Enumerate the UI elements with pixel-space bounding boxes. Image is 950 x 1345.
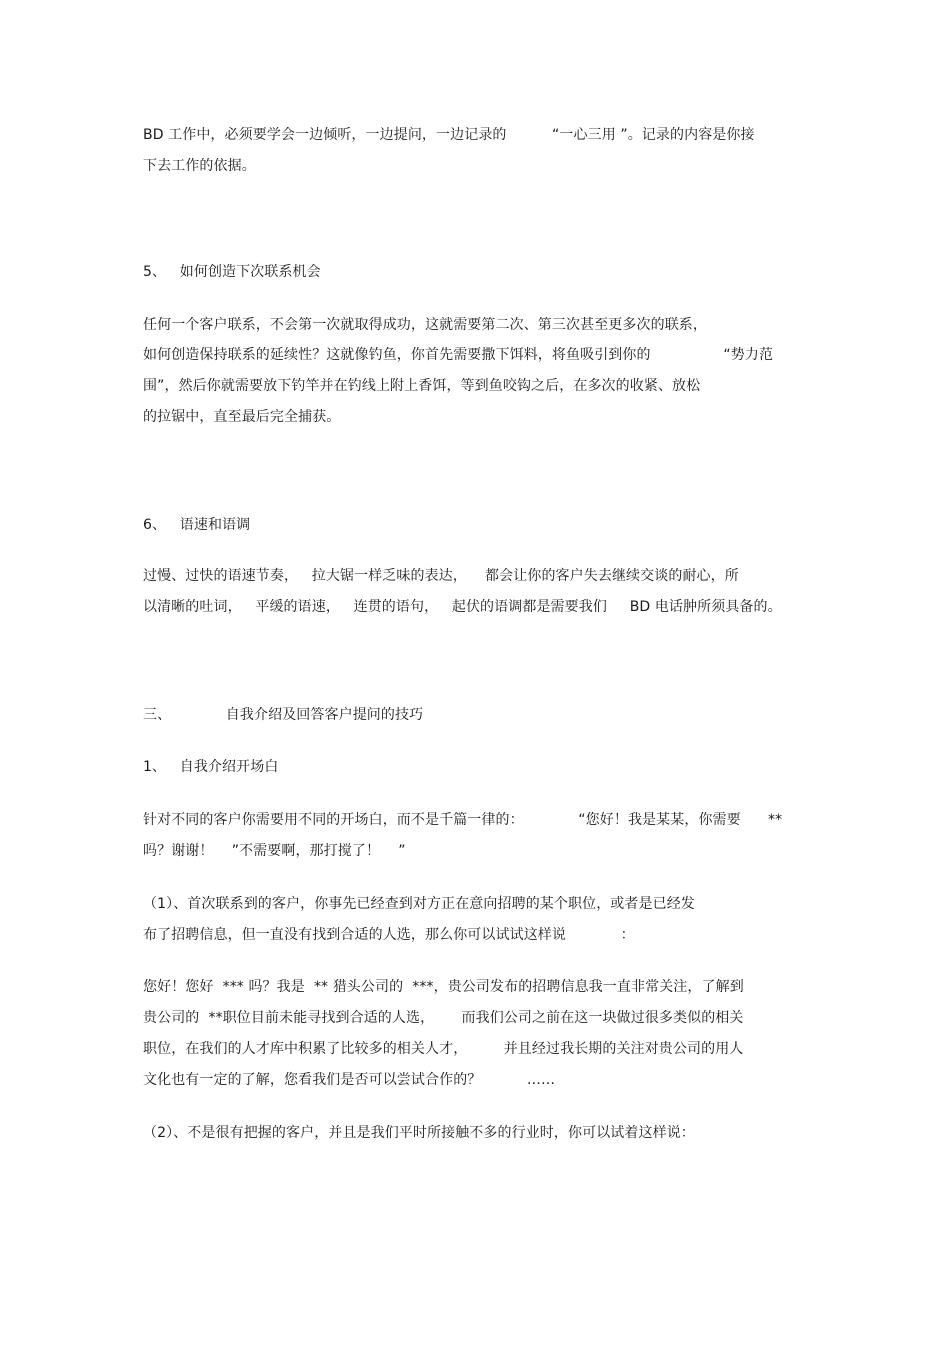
- paragraph-line: 吗？谢谢！ ”不需要啊，那打搅了！ ”: [143, 843, 406, 859]
- paragraph-line: 贵公司的 **职位目前未能寻找到合适的人选， 而我们公司之前在这一块做过很多类似的相关: [143, 1010, 744, 1026]
- section-heading: 5、 如何创造下次联系机会: [143, 264, 321, 280]
- paragraph-line: 如何创造保持联系的延续性？这就像钓鱼，你首先需要撒下饵料，将鱼吸引到你的 “势力范: [143, 347, 774, 363]
- paragraph-line: 过慢、过快的语速节奏， 拉大锯一样乏味的表达， 都会让你的客户失去继续交谈的耐心，所: [143, 568, 739, 584]
- paragraph-line: BD 工作中，必须要学会一边倾听，一边提问，一边记录的 “一心三用 ”。记录的内容是你接: [143, 127, 755, 143]
- paragraph-line: 文化也有一定的了解，您看我们是否可以尝试合作的？ ……: [143, 1072, 556, 1088]
- paragraph-line: 任何一个客户联系，不会第一次就取得成功，这就需要第二次、第三次甚至更多次的联系，: [143, 317, 707, 333]
- paragraph-line: （1）、首次联系到的客户，你事先已经查到对方正在意向招聘的某个职位，或者是已经发: [143, 896, 695, 912]
- chapter-heading: 三、 自我介绍及回答客户提问的技巧: [143, 707, 424, 723]
- paragraph-line: 的拉锯中，直至最后完全捕获。: [143, 409, 341, 425]
- paragraph-line: （2）、不是很有把握的客户，并且是我们平时所接触不多的行业时，你可以试着这样说：: [143, 1125, 695, 1141]
- section-heading: 1、 自我介绍开场白: [143, 759, 279, 775]
- section-heading: 6、 语速和语调: [143, 517, 251, 533]
- paragraph-line: 针对不同的客户你需要用不同的开场白，而不是千篇一律的： “您好！我是某某，你需要 **: [143, 812, 783, 828]
- paragraph-line: 您好！您好 *** 吗？我是 ** 猎头公司的 ***，贵公司发布的招聘信息我一直非常关注，了解到: [143, 979, 744, 995]
- paragraph-line: 围”，然后你就需要放下钓竿并在钓线上附上香饵，等到鱼咬钩之后，在多次的收紧、放松: [143, 378, 701, 394]
- paragraph-line: 布了招聘信息，但一直没有找到合适的人选，那么你可以试试这样说 ：: [143, 927, 635, 943]
- paragraph-line: 职位，在我们的人才库中积累了比较多的相关人才， 并且经过我长期的关注对贵公司的用人: [143, 1041, 744, 1057]
- paragraph-line: 以清晰的吐词， 平缓的语速， 连贯的语句， 起伏的语调都是需要我们 BD 电话肿所须具备的。: [143, 599, 782, 615]
- paragraph-line: 下去工作的依据。: [143, 158, 256, 174]
